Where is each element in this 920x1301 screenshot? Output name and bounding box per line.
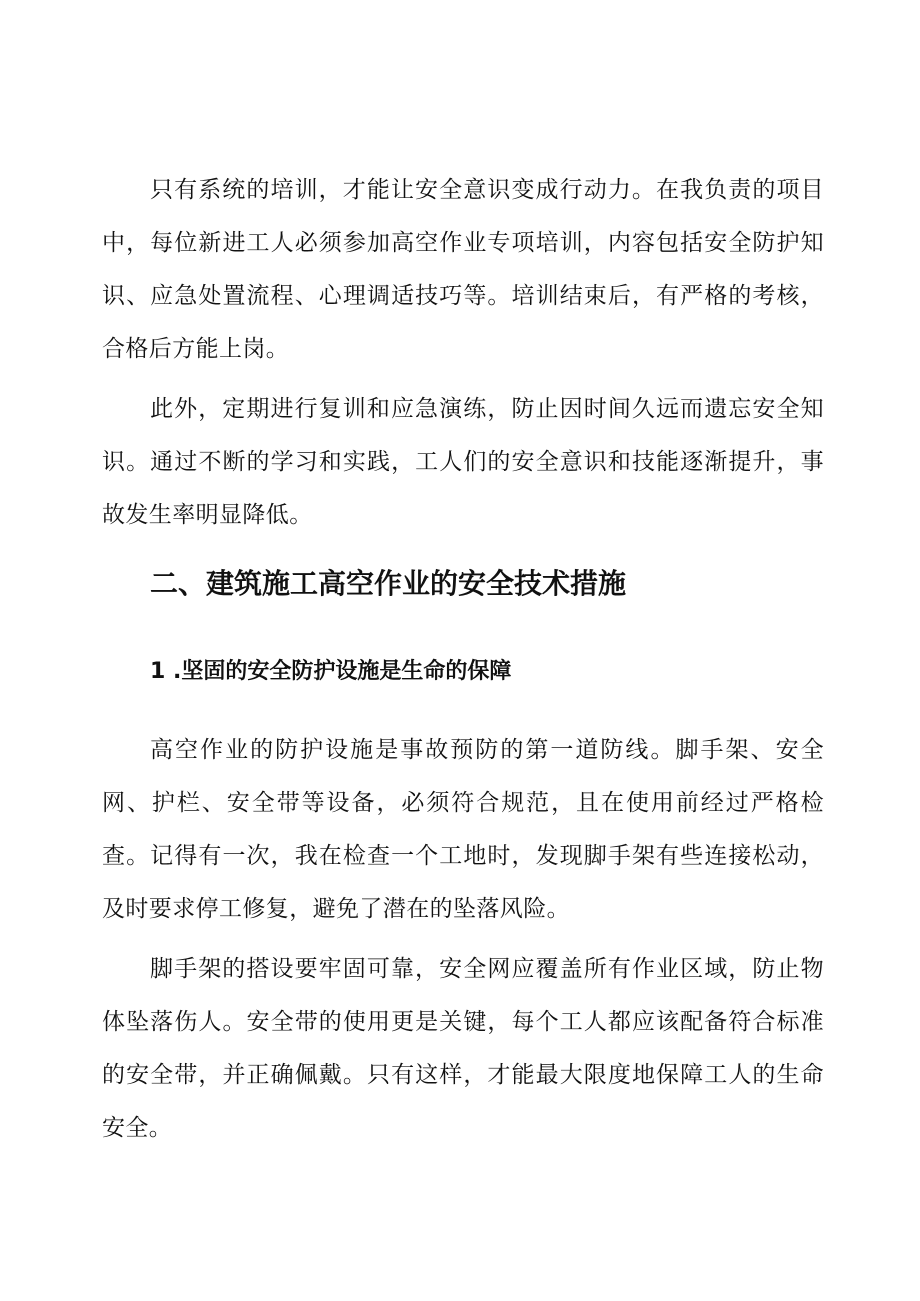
paragraph-training: 只有系统的培训，才能让安全意识变成行动力。在我负责的项目中，每位新进工人必须参加高空作业专项培训，内容包括安全防护知识、应急处置流程、心理调适技巧等。培训结束后，有严格的考核，合格后方能上岗。 (102, 177, 824, 362)
subsection-heading: 1 .坚固的安全防护设施是生命的保障 (150, 659, 512, 684)
section-heading: 二、建筑施工高空作业的安全技术措施 (150, 567, 627, 600)
paragraph-protective-facilities: 高空作业的防护设施是事故预防的第一道防线。脚手架、安全网、护栏、安全带等设备，必须符合规范，且在使用前经过严格检查。记得有一次，我在检查一个工地时，发现脚手架有些连接松动，及时要求停工修复，避免了潜在的坠落风险。 (102, 737, 824, 922)
paragraph-scaffolding: 脚手架的搭设要牢固可靠，安全网应覆盖所有作业区域，防止物体坠落伤人。安全带的使用更是关键，每个工人都应该配备符合标准的安全带，并正确佩戴。只有这样，才能最大限度地保障工人的生命安全。 (102, 956, 824, 1141)
paragraph-retraining: 此外，定期进行复训和应急演练，防止因时间久远而遗忘安全知识。通过不断的学习和实践，工人们的安全意识和技能逐渐提升，事故发生率明显降低。 (102, 396, 824, 528)
